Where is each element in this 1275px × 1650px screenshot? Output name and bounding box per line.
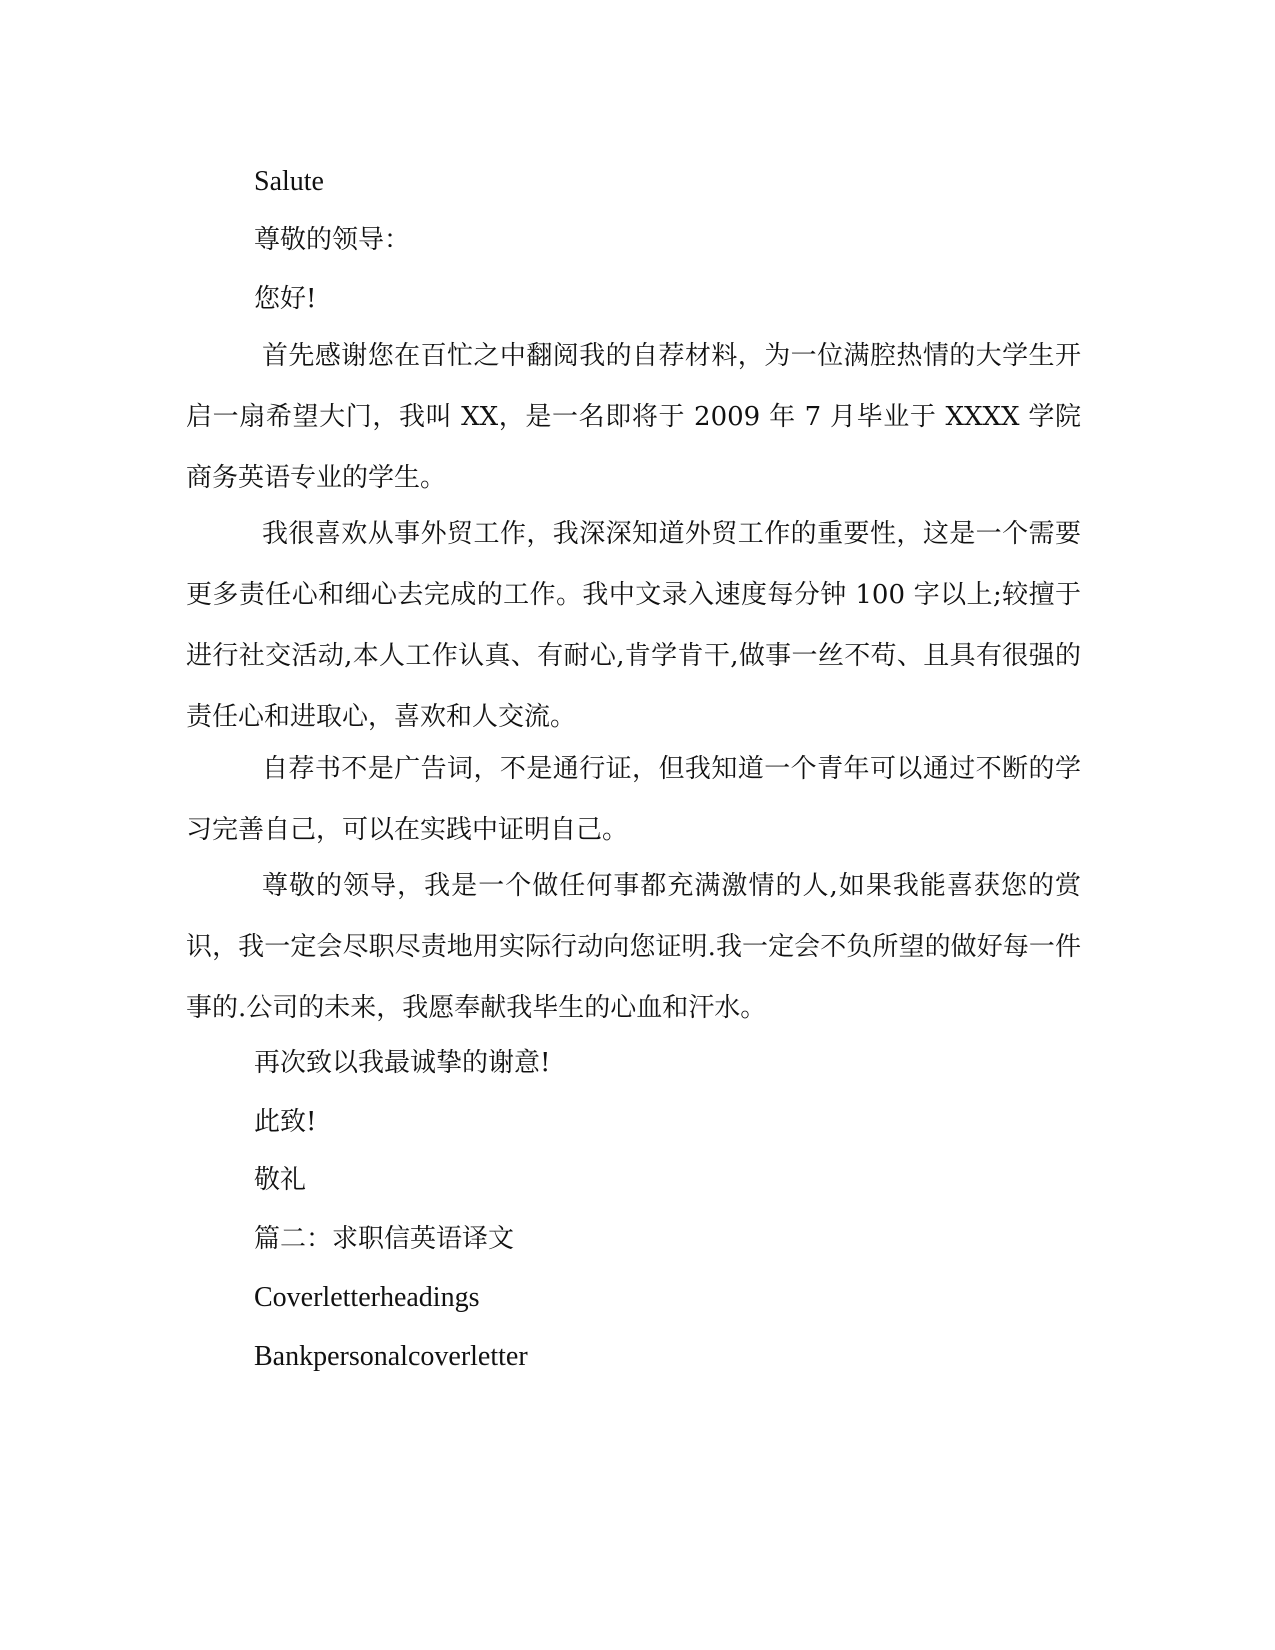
salutation-line: 尊敬的领导： — [254, 225, 411, 255]
opening-line: Salute — [254, 166, 324, 197]
english-heading-1: Coverletterheadings — [254, 1282, 480, 1313]
paragraph-skills: 我很喜欢从事外贸工作，我深深知道外贸工作的重要性，这是一个需要更多责任心和细心去完成的工作。我中文录入速度每分钟 100 字以上;较擅于进行社交活动,本人工作认真、有耐心,肯学肯干,做事一丝不苟、且具有很强的责任心和进取心，喜欢和人交流。 — [186, 519, 1081, 732]
english-heading-2: Bankpersonalcoverletter — [254, 1341, 528, 1372]
paragraph-self-improvement: 自荐书不是广告词，不是通行证，但我知道一个青年可以通过不断的学习完善自己，可以在实践中证明自己。 — [186, 754, 1081, 845]
paragraph-introduction: 首先感谢您在百忙之中翻阅我的自荐材料，为一位满腔热情的大学生开启一扇希望大门，我叫 XX，是一名即将于 2009 年 7 月毕业于 XXXX 学院商务英语专业的学生。 — [186, 341, 1081, 493]
paragraph-commitment: 尊敬的领导，我是一个做任何事都充满激情的人,如果我能喜获您的赏识，我一定会尽职尽责地用实际行动向您证明.我一定会不负所望的做好每一件事的.公司的未来，我愿奉献我毕生的心血和汗水。 — [186, 871, 1081, 1023]
thanks-line: 再次致以我最诚挚的谢意! — [254, 1048, 551, 1078]
greeting-line: 您好! — [254, 284, 317, 314]
section-title: 篇二：求职信英语译文 — [254, 1224, 515, 1254]
closing-line-1: 此致! — [254, 1107, 317, 1137]
closing-line-2: 敬礼 — [254, 1165, 307, 1195]
